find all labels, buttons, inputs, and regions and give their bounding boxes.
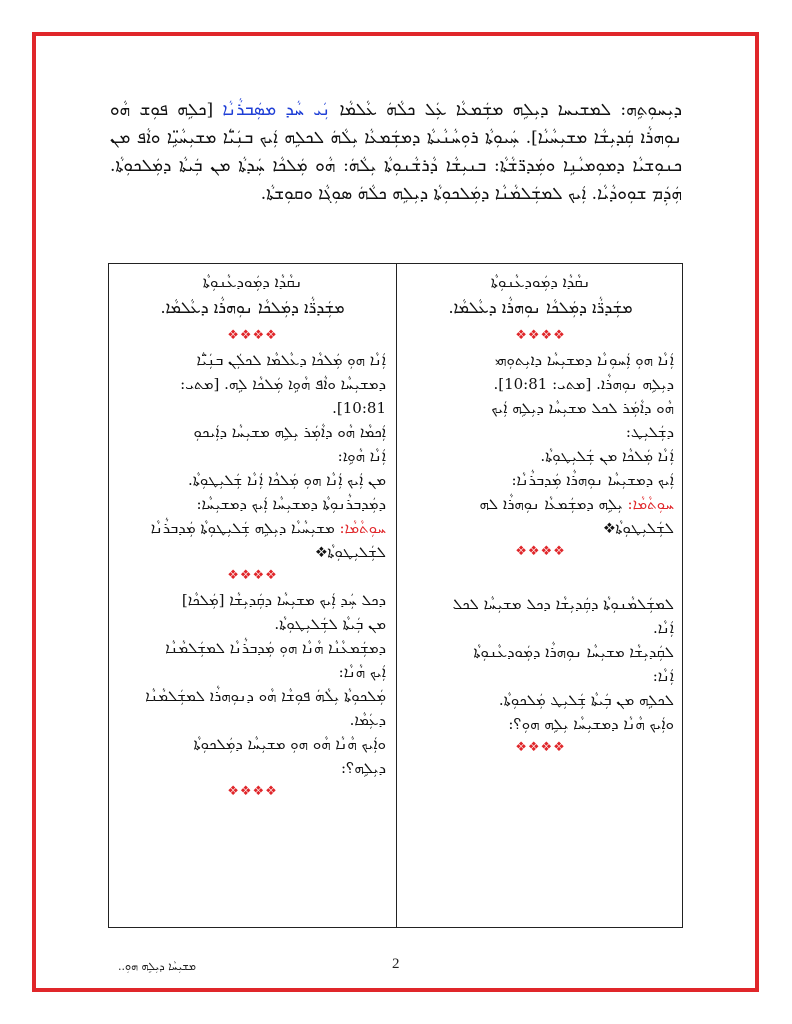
text-line: ܐܲܢܵܐ. [653, 619, 674, 637]
text-line [119, 516, 386, 540]
column-subtitle: ܡܫܲܕܪ̈ܵܐ ܕܡܲܠܟܵܐ ܢܘܼܗܪܵܐ ܕܥܵܠܡܵܐ. [448, 298, 633, 317]
text-line: ܐܲܢܵܐ ܗܵܘܹܐ: [337, 447, 386, 465]
text-line: ܘܐܲܝܟ ܗܵܢܵܐ ܕܡܫܝܼܚܵܐ ܝܼܠܹܗ ܗܘܼ؟: [508, 715, 674, 733]
text-span: ܡܫܝܼܚܵܝܵܐ ܕܝܼܠܹܗ ܫܲܠܝܼܛܘܼܬܵܐ ܡܲܕܒܪܵܢܵܐ [150, 519, 335, 537]
star-ornament: ❖❖❖❖ [227, 568, 278, 583]
footer-text: ܡܫܝܼܚܵܐ ܕܝܼܠܹܗ ܗܘܼ.. [118, 960, 197, 973]
text-line: ܠܫܲܠܝܼܛܘܼܬܵܐ❖ [603, 519, 674, 537]
text-line: ܕܟܠ ܚܲܕ ܐܲܝܟ ܡܫܝܼܚܵܐ ܕܩܲܕܝܼܫܵܐ [ܡܲܠܟܵܐ] [181, 591, 386, 609]
text-line: ܡܢ ܐܲܝܟ ܐܲܢܵܐ ܗܘܼ ܡܲܠܟܵܐ ܐܲܢܵܐ ܫܲܠܝܼܛܘܼܬܵܐ. [187, 471, 386, 489]
intro-reference: ܢܲܝ ܚܵܕ ܡܣܲܒܪܵܢܵܐ [222, 100, 331, 120]
red-keyword: ܚܘܼܬܵܡܵܐ: [627, 495, 674, 513]
intro-paragraph [110, 96, 682, 208]
text-line: ܠܫܲܠܝܼܛܘܼܬܵܐ❖ [315, 543, 386, 561]
column-subtitle: ܡܫܲܕܪ̈ܵܐ ܕܡܲܠܟܵܐ ܢܘܼܗܪܵܐ ܕܥܵܠܡܵܐ. [160, 298, 345, 317]
column-title: ܢܩܵܕܵܐ ܕܡܲܘܕܥܵܢܘܼܬܵܐ [202, 273, 303, 291]
star-ornament: ❖❖❖❖ [227, 328, 278, 343]
text-line: ܕܥܲܡܵܐ. [349, 711, 386, 729]
text-span: ܝܼܠܹܗ ܕܡܫܲܡܥܵܐ ܢܘܼܗܪܵܐ ܠܗ [479, 495, 623, 513]
text-line: ܕܡܫܲܡܥܵܢܵܐ ܗܵܢܵܐ ܗܘܼ ܡܲܕܒܪܵܢܵܐ ܠܡܫܲܠܡܵܢܵܐ [165, 639, 386, 657]
text-line: ܕܡܲܕܒܪܵܢܘܼܬܵܐ ܕܡܫܝܼܚܵܐ ܐܲܝܟ ܕܡܫܝܼܚܵܐ: [196, 495, 386, 513]
right-column [397, 264, 684, 927]
page-number: 2 [392, 956, 400, 972]
left-column [109, 264, 396, 927]
intro-rest: [ܟܠܹܗ ܦܘܼܫ ܗܵܘ ܢܘܼܗܪܵܐ ܩܲܕܝܼܫܵܐ ܡܫܝܼܚܵܝܵܐ]. ܚܲܝܘܼܬܵܐ ܪܘܼܚܵܢܵܝܬܵܐ ܕܡܫܲܡܥܵܐ ܝܼܠܵܗܿ ܠܟܠܹܗ ܐܲܝܟ ܒܢܲܝ̈ܵܐ ܡܫܝܼܚܵܝܹ̈ܐ ܘܐܵܦ ܡܢ ܟܢܘܼܫܝܵܐ ܕܡܘܼܡܝܵܢܹܐ ܘܡܲܕܪ̈ܫܵܬܵܐ: ܒܢܝܼܫܵܐ ܕܵܪܫܵܢܘܼܬܵܐ ܝܼܠܵܗܿ: ܗܵܘ ܡܲܠܟܵܐ ܚܲܕܬܵܐ ܡܢ ܒܲܝܬܵܐ ܕܡܲܠܟܘܼܬܵܐ. ܗܲܕܲܡ ܫܘܼܘܕܵܝܵܐ. ܐܲܝܟ ܠܡܫܲܠܡܵܢܵܐ ܕܡܲܠܟܘܼܬܵܐ ܕܝܼܠܹܗ ܟܠܵܗܿ ܣܘܼܓܵܐ ܘܩܘܼܫܬܵܐ. [110, 100, 682, 204]
text-line: ܕܫܲܠܝܼܛ: [625, 423, 674, 441]
text-line: ܐܲܝܟ ܕܡܫܝܼܚܵܐ ܢܘܼܗܪܵܐ ܡܲܕܒܪܵܢܵܐ: [511, 471, 674, 489]
text-line: ܠܡܫܲܠܡܵܢܘܼܬܵܐ ܕܩܲܕܝܼܫܵܐ ܕܟܠ ܡܫܝܼܚܵܐ ܠܟܠ [452, 595, 674, 613]
text-line: ܡܢ ܒܲܝܬܵܐ ܠܫܲܠܝܼܛܘܼܬܵܐ. [274, 615, 386, 633]
text-line: ܐܲܢܵܐ: [652, 667, 674, 685]
text-line: ܕܡܫܝܼܚܵܐ ܘܐܵܦ ܗܵܘܹܐ ܡܲܠܟܵܐ ܠܹܗ. [ܡܬܝ: [180, 375, 386, 393]
text-line: ܐܲܢܵܐ ܗܘܼ ܡܲܠܟܵܐ ܕܥܵܠܡܵܐ ܠܟܠܲܢ ܒܢܲܝ̈ܵܐ [196, 351, 386, 369]
text-line: ܘܐܲܝܟ ܗܵܢܵܐ ܗܵܘ ܗܘܼ ܡܫܝܼܚܵܐ ܕܡܲܠܟܘܼܬܵܐ [193, 735, 386, 753]
star-ornament: ❖❖❖❖ [515, 544, 566, 559]
text-line: ܐܲܟܡܵܐ ܗܵܘ ܕܐܵܡܲܪ ܝܼܠܹܗ ܡܫܝܼܚܵܐ ܕܐܲܝܟܘܼ [193, 423, 386, 441]
text-line: ܠܩܲܕܝܼܫܵܐ ܡܫܝܼܚܵܐ ܢܘܼܗܪܵܐ ܕܡܲܘܕܥܵܢܘܼܬܵܐ [473, 643, 674, 661]
text-line [407, 492, 674, 516]
text-line: ܐܲܢܵܐ ܗܘܼ ܐܲܚܘܼܢܵܐ ܕܡܫܝܼܚܵܐ ܕܐܝܼܬܘܼܗܝ [495, 351, 674, 369]
text-line: ܕܝܼܠܹܗ ܢܘܼܗܪܵܐ. [ܡܬܝ: 10:81]. [493, 375, 674, 393]
intro-lead: ܕܝܼܚܘܼܬܹܗ: ܠܡܫܝܚܐ ܕܝܼܠܹܗ ܡܫܲܡܥܵܐ ܥܲܠ ܟܠܵܗܿ ܥܵܠܡܵܐ [339, 100, 683, 120]
text-line: ܐܲܢܵܐ ܡܲܠܟܵܐ ܡܢ ܫܲܠܝܼܛܘܼܬܵܐ. [540, 447, 674, 465]
text-line: ܠܟܠܹܗ ܡܢ ܒܲܝܬܵܐ ܫܲܠܝܼܛ ܡܲܠܟܘܼܬܵܐ. [498, 691, 674, 709]
text-line: 10:81]. [332, 399, 386, 417]
column-title: ܢܩܵܕܵܐ ܕܡܲܘܕܥܵܢܘܼܬܵܐ [490, 273, 591, 291]
two-column-table [108, 263, 683, 928]
text-line: ܡܲܠܟܘܼܬܵܐ ܝܼܠܵܗܿ ܦܘܼܫܵܐ ܗܵܘ ܕܢܘܼܗܪܵܐ ܠܡܫܲܠܡܵܢܵܐ [145, 687, 386, 705]
text-line: ܕܝܼܠܹܗ؟: [340, 759, 386, 777]
text-line: ܗܵܘ ܕܐܵܡܲܪ ܠܟܠ ܡܫܝܼܚܵܐ ܕܝܼܠܹܗ ܐܲܝܟ [491, 399, 674, 417]
text-line: ܐܲܝܟ ܗܵܢܵܐ: [338, 663, 386, 681]
red-keyword: ܚܘܼܬܵܡܵܐ: [339, 519, 386, 537]
star-ornament: ❖❖❖❖ [515, 740, 566, 755]
star-ornament: ❖❖❖❖ [515, 328, 566, 343]
star-ornament: ❖❖❖❖ [227, 784, 278, 799]
